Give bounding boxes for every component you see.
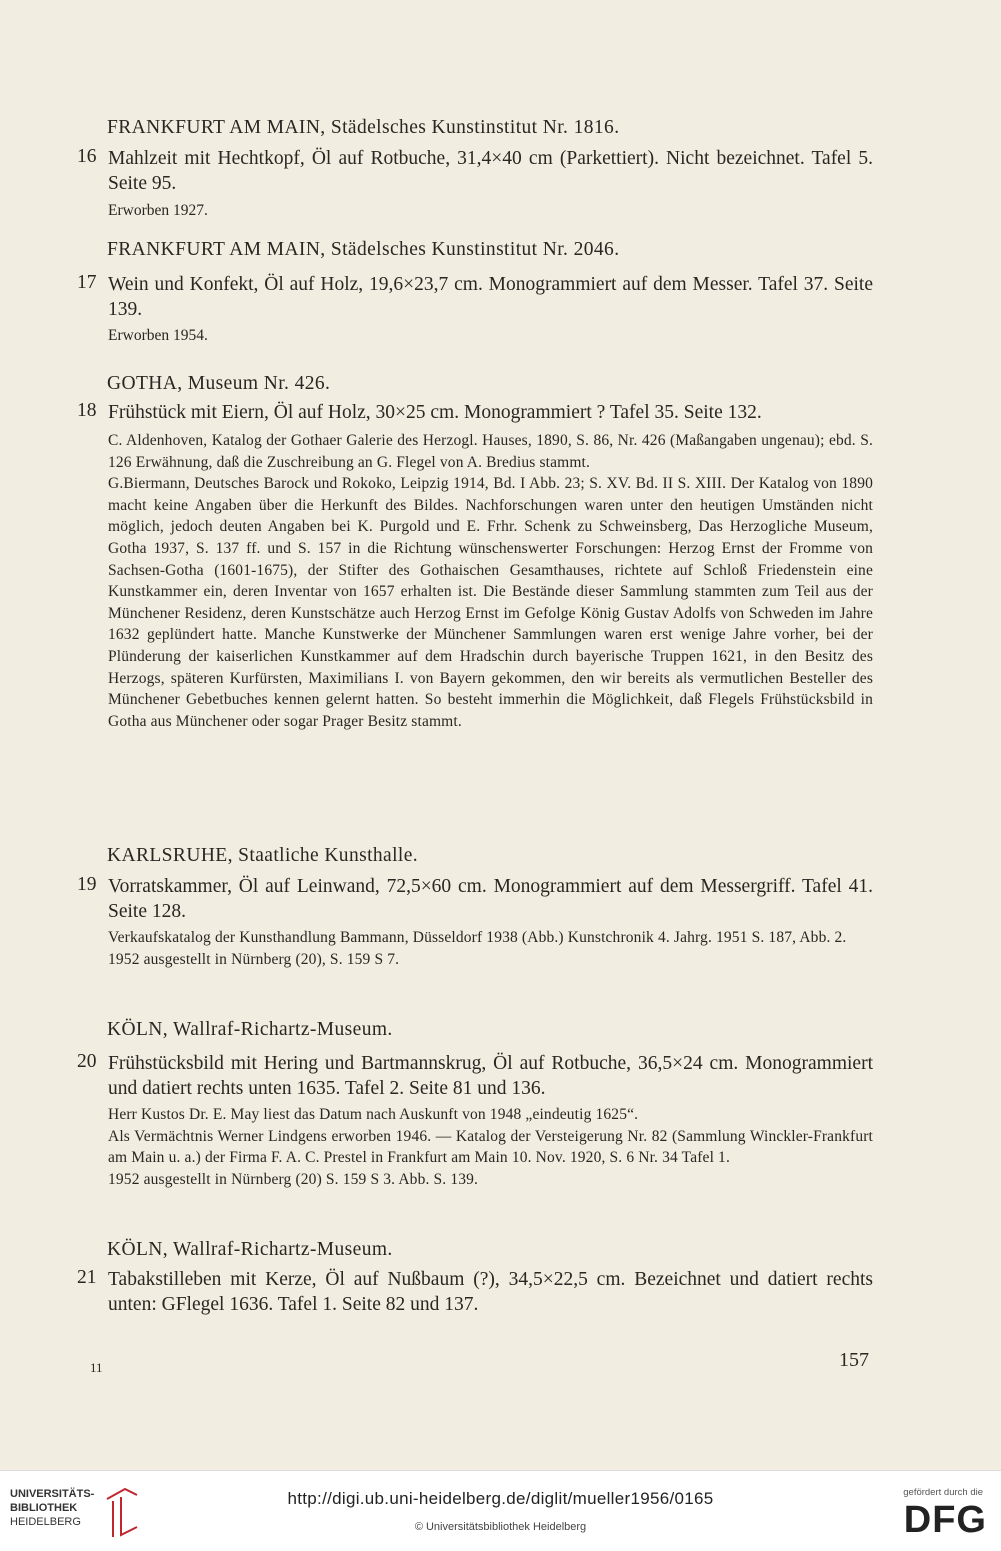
entry-text: Frühstücksbild mit Hering und Bartmannskrug, Öl auf Rotbuche, 36,5×24 cm. Monogrammiert und datiert rechts unten 1635. Tafel 2. Seite 81 und 136. [108,1053,873,1099]
entry-text: Tabakstilleben mit Kerze, Öl auf Nußbaum (?), 34,5×22,5 cm. Bezeichnet und datiert rechts unten: GFlegel 1636. Tafel 1. Seite 82 und 137. [108,1269,873,1315]
entry-number: 17 [77,272,97,293]
entry-notes [108,927,873,970]
copyright-text: © Universitätsbibliothek Heidelberg [414,1521,587,1533]
entry-number: 16 [77,146,97,167]
entry-text: Mahlzeit mit Hechtkopf, Öl auf Rotbuche, 31,4×40 cm (Parkettiert). Nicht bezeichnet. Tafel 5. Seite 95. [108,148,873,194]
note-paragraph: Herr Kustos Dr. E. May liest das Datum nach Auskunft von 1948 „eindeutig 1625“. [108,1106,639,1123]
library-name-line: UNIVERSITÄTS- [10,1488,95,1500]
note-paragraph: C. Aldenhoven, Katalog der Gothaer Galerie des Herzogl. Hauses, 1890, S. 86, Nr. 426 (Maßangaben ungenau); ebd. S. 126 Erwähnung, daß die Zuschreibung an G. Flegel von A. Bredius stammt. [108,432,873,471]
entry-text: Wein und Konfekt, Öl auf Holz, 19,6×23,7 cm. Monogrammiert auf dem Messer. Tafel 37. Seite 139. [108,274,873,320]
entry-location: KÖLN, Wallraf-Richartz-Museum. [107,1019,393,1040]
entry-text: Frühstück mit Eiern, Öl auf Holz, 30×25 cm. Monogrammiert ? Tafel 35. Seite 132. [108,402,762,423]
signature-mark: 11 [90,1360,103,1375]
viewer-footer [0,1470,1001,1551]
entry-number: 21 [77,1267,97,1288]
entry-number: 20 [77,1051,97,1072]
permalink-url[interactable]: http://digi.ub.uni-heidelberg.de/diglit/mueller1956/0165 [287,1489,714,1508]
dfg-logo: DFG [903,1499,987,1541]
note-paragraph: 1952 ausgestellt in Nürnberg (20) S. 159 S 3. Abb. S. 139. [108,1170,479,1188]
entry-location: FRANKFURT AM MAIN, Städelsches Kunstinstitut Nr. 2046. [107,239,620,260]
note-paragraph: Als Vermächtnis Werner Lindgens erworben 1946. — Katalog der Versteigerung Nr. 82 (Sammlung Winckler-Frankfurt am Main u. a.) der Firma F. A. C. Prestel in Frankfurt am Main 10. Nov. 1920, S. 6 Nr. 34 Tafel 1. [108,1127,873,1167]
note-paragraph: 1952 ausgestellt in Nürnberg (20), S. 159 S 7. [108,950,400,968]
entry-number: 19 [77,874,97,895]
entry-location: GOTHA, Museum Nr. 426. [107,373,331,394]
entry-location: KÖLN, Wallraf-Richartz-Museum. [107,1239,393,1260]
funding-caption: gefördert durch die [903,1487,983,1498]
library-name-line: HEIDELBERG [10,1516,81,1528]
entry-notes [108,1104,873,1190]
entry-number: 18 [77,400,97,421]
entry-location: FRANKFURT AM MAIN, Städelsches Kunstinstitut Nr. 1816. [107,117,620,138]
entry-note: Erworben 1927. [108,202,208,219]
entry-note: Erworben 1954. [108,327,208,344]
entry-text: Vorratskammer, Öl auf Leinwand, 72,5×60 cm. Monogrammiert auf dem Messergriff. Tafel 41. Seite 128. [108,876,873,922]
entry-location: KARLSRUHE, Staatliche Kunsthalle. [107,845,419,866]
library-name-line: BIBLIOTHEK [10,1502,78,1514]
page-number: 157 [839,1349,869,1371]
entry-notes [108,430,873,732]
note-paragraph: G.Biermann, Deutsches Barock und Rokoko, Leipzig 1914, Bd. I Abb. 23; S. XV. Bd. II S. XIII. Der Katalog von 1890 macht keine Angaben über die Herkunft des Bildes. Nachforschungen waren unter den heutigen Umständen nicht möglich, jedoch deuten Angaben bei K. Purgold und E. Frhr. Schenk zu Schweinsberg, Das Herzogliche Museum, Gotha 1937, S. 137 ff. und S. 157 in die Richtung wünschenswerter Forschungen: Herzog Ernst der Fromme von Sachsen-Gotha (1601-1675), der Stifter des Gothaischen Gesamthauses, richtete auf Schloß Friedenstein eine Kunstkammer ein, deren Inventar von 1657 erhalten ist. Die Bestände dieser Sammlung stammten zum Teil aus der Münchener Residenz, deren Kunstschätze auch Herzog Ernst im Gefolge König Gustav Adolfs von Schweden im Jahre 1632 geplündert hatte. Manche Kunstwerke der Münchener Sammlungen waren erst wenige Jahre vorher, bei der Plünderung der kaiserlichen Kunstkammer auf dem Hradschin durch bayerische Truppen 1621, in den Besitz des Herzogs, späteren Kurfürsten, Maximilians I. von Bayern gekommen, den wir bereits als vermutlichen Besteller des Münchener Gebetbuches kennen gelernt hatten. So besteht immerhin die Möglichkeit, daß Flegels Frühstücksbild in Gotha aus Münchener oder sogar Prager Besitz stammt. [108,475,873,730]
note-paragraph: Verkaufskatalog der Kunsthandlung Bammann, Düsseldorf 1938 (Abb.) Kunstchronik 4. Jahrg. 1951 S. 187, Abb. 2. [108,929,847,946]
